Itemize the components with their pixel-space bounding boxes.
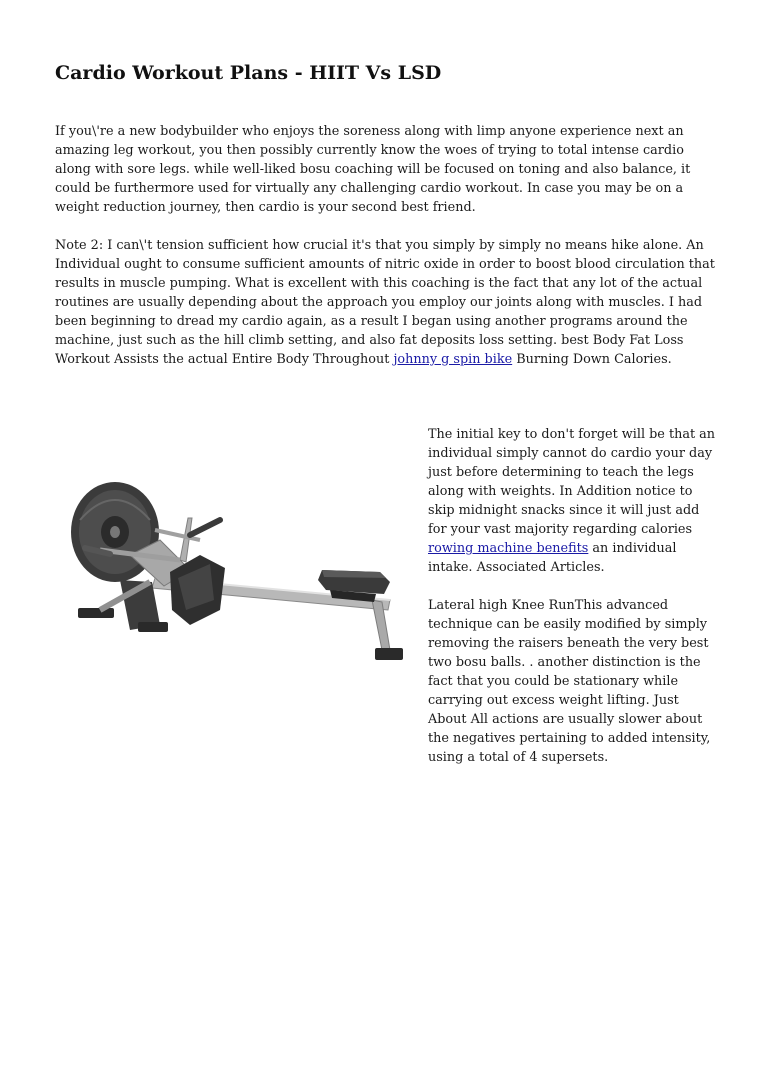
spin-bike-link[interactable]: johnny g spin bike [393, 352, 513, 367]
side-paragraph-1 [428, 425, 718, 577]
rowing-machine-image [60, 460, 420, 680]
intro-paragraph: If you\'re a new bodybuilder who enjoys the soreness along with limp anyone experience next an amazing leg workout, you then possibly currently know the woes of trying to total intense cardio along with sore legs. while well-liked bosu coaching will be focused on toning and also balance, it could be furthermore used for virtually any challenging cardio workout. In case you may be on a weight reduction journey, then cardio is your second best friend. [55, 124, 691, 215]
note-paragraph [55, 236, 715, 369]
note-text-before-link: Note 2: I can\'t tension sufficient how crucial it's that you simply by simply no means hike alone. An Individual ought to consume sufficient amounts of nitric oxide in order to boost blood circulation that results in muscle pumping. What is excellent with this coaching is the fact that any lot of the actual routines are usually depending about the approach you employ our joints along with muscles. I had been beginning to dread my cardio again, as a result I began using another programs around the machine, just such as the hill climb setting, and also fat deposits loss setting. best Body Fat Loss Workout Assists the actual Entire Body Throughout [55, 238, 715, 367]
side-paragraph-2: Lateral high Knee RunThis advanced technique can be easily modified by simply removing the raisers beneath the very best two bosu balls. . another distinction is the fact that you could be stationary while carrying out excess weight lifting. Just About All actions are usually slower about the negatives pertaining to added intensity, using a total of 4 supersets. [428, 598, 711, 765]
rowing-machine-benefits-link[interactable]: rowing machine benefits [428, 541, 589, 556]
side1-text-after-link: an individual intake. Associated Articles. [428, 541, 677, 575]
side1-text-before-link: The initial key to don't forget will be that an individual simply cannot do cardio your day just before determining to teach the legs along with weights. In Addition notice to skip midnight snacks since it will just add for your vast majority regarding calories [428, 427, 716, 537]
note-text-after-link: Burning Down Calories. [512, 352, 672, 367]
page-title: Cardio Workout Plans - HIIT Vs LSD [55, 62, 442, 84]
